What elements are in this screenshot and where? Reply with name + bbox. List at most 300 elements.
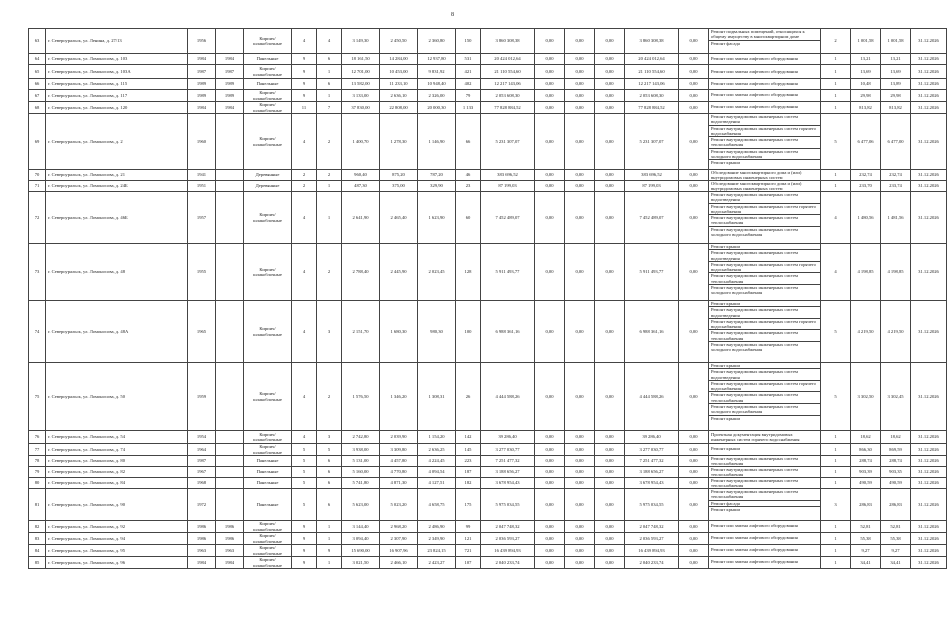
repair-works-list [709, 467, 821, 478]
commissioning-year [216, 181, 244, 192]
completion-date: 31.12.2026 [911, 533, 947, 545]
owner-funds: 12 217 143,06 [625, 79, 679, 90]
federal-funds: 0,00 [535, 54, 565, 65]
premises-area: 2 307,90 [380, 533, 418, 545]
owner-funds: 87 199,03 [625, 181, 679, 192]
unit-cost: 490,59 [851, 478, 881, 489]
repair-work-item: Проектная документация внутридомовых инженерных систем горячего водоснабжения [711, 431, 800, 442]
regional-funds: 0,00 [565, 521, 595, 533]
federal-funds: 0,00 [535, 79, 565, 90]
regional-funds: 0,00 [565, 54, 595, 65]
premises-area: 10 453,00 [380, 65, 418, 79]
premises-area: 2 039,90 [380, 431, 418, 444]
entrances: 2 [317, 114, 342, 170]
total-area: 2 788,40 [342, 244, 380, 301]
address: г. Североуральск, ул. Ломоносова, д. 120 [46, 102, 188, 114]
table-row [29, 29, 947, 54]
completion-date: 31.12.2026 [911, 489, 947, 521]
floors: 9 [292, 557, 317, 569]
municipal-funds: 0,00 [595, 444, 625, 456]
unit-cost: 6 477,06 [851, 114, 881, 170]
works-count: 1 [821, 181, 851, 192]
completion-date: 31.12.2026 [911, 467, 947, 478]
premises-area: 2 445,90 [380, 244, 418, 301]
premises-area: 1 680,30 [380, 301, 418, 363]
wall-material: Кирпич/ шлакоблочные [244, 444, 292, 456]
repair-works-list [709, 557, 821, 569]
total-cost: 3 277 030,77 [481, 444, 535, 456]
completion-date: 31.12.2026 [911, 431, 947, 444]
table-row [29, 79, 947, 90]
address: г. Североуральск, ул. Ломоносова, д. 90 [46, 489, 188, 521]
repair-work-item: Ремонт или замена лифтового оборудования [711, 547, 798, 553]
entrances: 6 [317, 54, 342, 65]
owner-funds: 4 444 588,26 [625, 363, 679, 431]
unit-cost: 13,69 [851, 65, 881, 79]
commissioning-year: 1987 [216, 65, 244, 79]
repair-work-item: Ремонт фасада [709, 501, 820, 507]
total-area: 960,40 [342, 170, 380, 181]
max-unit-cost: 903,35 [881, 467, 911, 478]
total-cost: 4 444 588,26 [481, 363, 535, 431]
unit-cost: 286,83 [851, 489, 881, 521]
repair-works-list [709, 444, 821, 456]
address: г. Североуральск, ул. Ломоносова, д. 50 [46, 363, 188, 431]
residents: 182 [456, 478, 481, 489]
residential-area: 2 326,00 [418, 90, 456, 102]
construction-year: 1984 [188, 54, 216, 65]
table-row [29, 170, 947, 181]
row-number: 64 [29, 54, 46, 65]
total-cost: 20 424 012,64 [481, 54, 535, 65]
other-funds: 0,00 [679, 467, 709, 478]
address: г. Североуральск, ул. Ломоносова, д. 2 [46, 114, 188, 170]
premises-area: 2 466,10 [380, 557, 418, 569]
repair-work-item: Ремонт или замена лифтового оборудования [711, 56, 798, 62]
total-area: 1 576,50 [342, 363, 380, 431]
unit-cost: 29,98 [851, 90, 881, 102]
repair-works-list [709, 521, 821, 533]
entrances: 3 [317, 301, 342, 363]
premises-area: 1 346,20 [380, 363, 418, 431]
construction-year: 1987 [188, 456, 216, 467]
premises-area: 22 808,00 [380, 102, 418, 114]
max-unit-cost: 813,82 [881, 102, 911, 114]
works-count: 1 [821, 521, 851, 533]
repair-work-item: Ремонт внутридомовых инженерных систем горячего водоснабжения [709, 319, 820, 331]
regional-funds: 0,00 [565, 444, 595, 456]
max-unit-cost: 18,62 [881, 431, 911, 444]
address: г. Североуральск, ул. Ломоносова, д. 48А [46, 301, 188, 363]
residential-area: 20 000,30 [418, 102, 456, 114]
residential-area: 2 423,27 [418, 557, 456, 569]
municipal-funds: 0,00 [595, 478, 625, 489]
completion-date: 31.12.2026 [911, 29, 947, 54]
premises-area: 4 457,80 [380, 456, 418, 467]
max-unit-cost: 288,74 [881, 456, 911, 467]
residential-area: 787,20 [418, 170, 456, 181]
owner-funds: 20 424 012,64 [625, 54, 679, 65]
municipal-funds: 0,00 [595, 90, 625, 102]
regional-funds: 0,00 [565, 467, 595, 478]
owner-funds: 3 188 656,27 [625, 467, 679, 478]
unit-cost: 903,39 [851, 467, 881, 478]
floors: 5 [292, 444, 317, 456]
unit-cost: 866,30 [851, 444, 881, 456]
construction-year: 1955 [188, 244, 216, 301]
total-cost: 16 439 894,93 [481, 545, 535, 557]
construction-year: 1954 [188, 431, 216, 444]
residential-area: 10 948,40 [418, 79, 456, 90]
residents: 223 [456, 456, 481, 467]
table-row [29, 456, 947, 467]
entrances: 6 [317, 489, 342, 521]
repair-work-item: Ремонт или замена лифтового оборудования [711, 559, 798, 565]
works-count: 1 [821, 54, 851, 65]
premises-area: 2 968,20 [380, 521, 418, 533]
repair-work-item: Ремонт крыши [711, 506, 740, 512]
max-unit-cost: 4 198,85 [881, 244, 911, 301]
entrances: 9 [317, 545, 342, 557]
repair-work-item: Ремонт внутридомовых инженерных систем водоотведения [709, 369, 820, 381]
unit-cost: 18,62 [851, 431, 881, 444]
premises-area: 11 233,10 [380, 79, 418, 90]
residents: 187 [456, 467, 481, 478]
entrances: 6 [317, 467, 342, 478]
table-row [29, 444, 947, 456]
wall-material: Кирпич/ шлакоблочные [244, 533, 292, 545]
row-number: 82 [29, 521, 46, 533]
residents: 66 [456, 114, 481, 170]
regional-funds: 0,00 [565, 431, 595, 444]
works-count: 5 [821, 363, 851, 431]
row-number: 74 [29, 301, 46, 363]
table-row [29, 557, 947, 569]
entrances: 1 [317, 521, 342, 533]
address: г. Североуральск, ул. Ломоносова, д. 82 [46, 467, 188, 478]
unit-cost: 288,74 [851, 456, 881, 467]
wall-material: Панельные [244, 79, 292, 90]
table-row [29, 545, 947, 557]
repair-works-list [709, 29, 821, 54]
repair-work-item: Ремонт внутридомовых инженерных систем горячего водоснабжения [709, 126, 820, 138]
row-number: 67 [29, 90, 46, 102]
total-area: 2 742,80 [342, 431, 380, 444]
federal-funds: 0,00 [535, 521, 565, 533]
owner-funds: 2 053 608,30 [625, 90, 679, 102]
wall-material: Кирпич/ шлакоблочные [244, 29, 292, 54]
max-unit-cost: 490,59 [881, 478, 911, 489]
other-funds: 0,00 [679, 533, 709, 545]
other-funds: 0,00 [679, 79, 709, 90]
residential-area: 1 154,20 [418, 431, 456, 444]
residential-area: 2 360,80 [418, 29, 456, 54]
regional-funds: 0,00 [565, 102, 595, 114]
federal-funds: 0,00 [535, 489, 565, 521]
repair-work-item: Ремонт внутридомовых инженерных систем теплоснабжения [711, 455, 798, 466]
floors: 2 [292, 181, 317, 192]
municipal-funds: 0,00 [595, 102, 625, 114]
owner-funds: 5 911 493,77 [625, 244, 679, 301]
residential-area: 4 127,51 [418, 478, 456, 489]
entrances: 1 [317, 181, 342, 192]
owner-funds: 77 828 884,52 [625, 102, 679, 114]
commissioning-year [216, 301, 244, 363]
works-count: 1 [821, 431, 851, 444]
federal-funds: 0,00 [535, 244, 565, 301]
residential-area: 2 349,90 [418, 533, 456, 545]
municipal-funds: 0,00 [595, 545, 625, 557]
residential-area: 4 658,75 [418, 489, 456, 521]
repair-works-list [709, 102, 821, 114]
other-funds: 0,00 [679, 557, 709, 569]
municipal-funds: 0,00 [595, 533, 625, 545]
total-cost: 77 828 884,52 [481, 102, 535, 114]
construction-year: 1964 [188, 444, 216, 456]
repair-works-list [709, 363, 821, 431]
address: г. Североуральск, ул. Ломоносова, д. 103 [46, 54, 188, 65]
address: г. Североуральск, ул. Ломоносова, д. 92 [46, 521, 188, 533]
total-cost: 6 988 361,16 [481, 301, 535, 363]
repair-works-list [709, 181, 821, 192]
residential-area: 2 486,90 [418, 521, 456, 533]
row-number: 80 [29, 478, 46, 489]
works-count: 1 [821, 444, 851, 456]
works-count: 1 [821, 102, 851, 114]
entrances: 2 [317, 244, 342, 301]
repair-works-list [709, 65, 821, 79]
municipal-funds: 0,00 [595, 114, 625, 170]
repair-work-item: Ремонт или замена лифтового оборудования [711, 68, 798, 74]
other-funds: 0,00 [679, 456, 709, 467]
commissioning-year: 1986 [216, 521, 244, 533]
floors: 4 [292, 301, 317, 363]
wall-material: Деревянные [244, 181, 292, 192]
owner-funds: 2 036 593,27 [625, 533, 679, 545]
repair-work-item: Ремонт внутридомовых инженерных систем холодного водоснабжения [711, 226, 798, 237]
premises-area: 16 907,96 [380, 545, 418, 557]
wall-material: Кирпич/ шлакоблочные [244, 545, 292, 557]
repair-works-list [709, 90, 821, 102]
owner-funds: 3 277 030,77 [625, 444, 679, 456]
federal-funds: 0,00 [535, 192, 565, 244]
other-funds: 0,00 [679, 545, 709, 557]
owner-funds: 21 110 554,60 [625, 65, 679, 79]
unit-cost: 1 480,56 [851, 192, 881, 244]
owner-funds: 2 040 233,74 [625, 557, 679, 569]
owner-funds: 7 452 489,07 [625, 192, 679, 244]
unit-cost: 13,21 [851, 54, 881, 65]
commissioning-year [216, 467, 244, 478]
repair-works-list [709, 301, 821, 363]
regional-funds: 0,00 [565, 181, 595, 192]
repair-work-item: Ремонт или замена лифтового оборудования [711, 104, 798, 110]
total-area: 15 690,00 [342, 545, 380, 557]
row-number: 63 [29, 29, 46, 54]
works-count: 1 [821, 557, 851, 569]
other-funds: 0,00 [679, 90, 709, 102]
row-number: 77 [29, 444, 46, 456]
wall-material: Кирпич/ шлакоблочные [244, 65, 292, 79]
construction-year: 1965 [188, 301, 216, 363]
municipal-funds: 0,00 [595, 489, 625, 521]
repair-work-item: Ремонт крыши [711, 415, 740, 421]
repair-work-item: Ремонт или замена лифтового оборудования [711, 81, 798, 87]
residential-area: 9 831,92 [418, 65, 456, 79]
max-unit-cost: 232,74 [881, 170, 911, 181]
owner-funds: 5 975 034,55 [625, 489, 679, 521]
total-area: 2 641,90 [342, 192, 380, 244]
federal-funds: 0,00 [535, 431, 565, 444]
table-row [29, 478, 947, 489]
commissioning-year: 1984 [216, 102, 244, 114]
residents: 421 [456, 65, 481, 79]
federal-funds: 0,00 [535, 170, 565, 181]
federal-funds: 0,00 [535, 533, 565, 545]
table-row [29, 244, 947, 301]
repair-work-item: Ремонт внутридомовых инженерных систем горячего водоснабжения [709, 262, 820, 274]
premises-area: 2 465,40 [380, 192, 418, 244]
total-area: 13 582,00 [342, 79, 380, 90]
total-area: 3 021,50 [342, 557, 380, 569]
total-cost: 383 696,52 [481, 170, 535, 181]
table-row [29, 181, 947, 192]
repair-work-item: Ремонт внутридомовых инженерных систем теплоснабжения [709, 137, 820, 149]
total-area: 1 400,70 [342, 114, 380, 170]
floors: 4 [292, 29, 317, 54]
repair-work-item: Ремонт внутридомовых инженерных систем теплоснабжения [709, 273, 820, 285]
total-cost: 21 110 554,60 [481, 65, 535, 79]
other-funds: 0,00 [679, 54, 709, 65]
owner-funds: 2 047 748,32 [625, 521, 679, 533]
floors: 4 [292, 192, 317, 244]
entrances: 3 [317, 431, 342, 444]
address: г. Североуральск, ул. Ломоносова, д. 80 [46, 456, 188, 467]
entrances: 7 [317, 102, 342, 114]
table-row [29, 431, 947, 444]
other-funds: 0,00 [679, 431, 709, 444]
unit-cost: 4 198,85 [851, 244, 881, 301]
residential-area: 1 623,90 [418, 192, 456, 244]
repair-work-item: Ремонт фасада [711, 40, 740, 46]
repair-work-item: Ремонт крыши [711, 446, 740, 452]
municipal-funds: 0,00 [595, 79, 625, 90]
total-area: 5 741,80 [342, 478, 380, 489]
federal-funds: 0,00 [535, 444, 565, 456]
total-area: 5 131,00 [342, 456, 380, 467]
repair-works-list [709, 54, 821, 65]
residents: 60 [456, 192, 481, 244]
completion-date: 31.12.2026 [911, 545, 947, 557]
municipal-funds: 0,00 [595, 456, 625, 467]
max-unit-cost: 13,89 [881, 79, 911, 90]
municipal-funds: 0,00 [595, 557, 625, 569]
max-unit-cost: 34,41 [881, 557, 911, 569]
total-area: 3 149,30 [342, 29, 380, 54]
unit-cost: 9,27 [851, 545, 881, 557]
federal-funds: 0,00 [535, 65, 565, 79]
entrances: 1 [317, 192, 342, 244]
completion-date: 31.12.2026 [911, 90, 947, 102]
total-area: 5 623,00 [342, 489, 380, 521]
table-row [29, 54, 947, 65]
residents: 142 [456, 431, 481, 444]
repair-works-list [709, 192, 821, 244]
address: г. Североуральск, ул. Ленина, д. 27/13 [46, 29, 188, 54]
municipal-funds: 0,00 [595, 521, 625, 533]
municipal-funds: 0,00 [595, 170, 625, 181]
max-unit-cost: 286,83 [881, 489, 911, 521]
construction-year: 1967 [188, 467, 216, 478]
other-funds: 0,00 [679, 489, 709, 521]
completion-date: 31.12.2026 [911, 244, 947, 301]
residential-area: 2 636,25 [418, 444, 456, 456]
residents: 1 133 [456, 102, 481, 114]
total-cost: 3 860 308,38 [481, 29, 535, 54]
repair-work-item: Ремонт внутридомовых инженерных систем теплоснабжения [709, 392, 820, 404]
municipal-funds: 0,00 [595, 431, 625, 444]
regional-funds: 0,00 [565, 29, 595, 54]
table-row [29, 489, 947, 521]
total-area: 18 161,50 [342, 54, 380, 65]
construction-year: 1972 [188, 489, 216, 521]
commissioning-year: 1984 [216, 557, 244, 569]
commissioning-year: 1984 [216, 54, 244, 65]
wall-material: Деревянные [244, 170, 292, 181]
municipal-funds: 0,00 [595, 192, 625, 244]
municipal-funds: 0,00 [595, 54, 625, 65]
repair-works-list [709, 114, 821, 170]
total-cost: 7 251 477,32 [481, 456, 535, 467]
floors: 9 [292, 545, 317, 557]
address: г. Североуральск, ул. Ломоносова, д. 74 [46, 444, 188, 456]
total-cost: 2 047 748,32 [481, 521, 535, 533]
max-unit-cost: 13,69 [881, 65, 911, 79]
row-number: 78 [29, 456, 46, 467]
table-row [29, 65, 947, 79]
commissioning-year: 1963 [216, 545, 244, 557]
floors: 9 [292, 533, 317, 545]
works-count: 5 [821, 114, 851, 170]
owner-funds: 7 251 477,32 [625, 456, 679, 467]
regional-funds: 0,00 [565, 170, 595, 181]
federal-funds: 0,00 [535, 102, 565, 114]
total-area: 12 701,00 [342, 65, 380, 79]
unit-cost: 4 219,50 [851, 301, 881, 363]
unit-cost: 813,82 [851, 102, 881, 114]
repair-works-list [709, 545, 821, 557]
premises-area: 14 284,00 [380, 54, 418, 65]
repair-work-item: Ремонт крыши [709, 244, 820, 250]
residents: 121 [456, 533, 481, 545]
wall-material: Кирпич/ шлакоблочные [244, 521, 292, 533]
total-area: 37 830,00 [342, 102, 380, 114]
row-number: 73 [29, 244, 46, 301]
total-cost: 3 188 656,27 [481, 467, 535, 478]
commissioning-year [216, 192, 244, 244]
row-number: 81 [29, 489, 46, 521]
entrances: 2 [317, 363, 342, 431]
floors: 5 [292, 489, 317, 521]
max-unit-cost: 13,21 [881, 54, 911, 65]
floors: 9 [292, 90, 317, 102]
repair-work-item: Ремонт крыши [709, 363, 820, 369]
completion-date: 31.12.2026 [911, 478, 947, 489]
premises-area: 1 278,30 [380, 114, 418, 170]
row-number: 68 [29, 102, 46, 114]
floors: 9 [292, 54, 317, 65]
entrances: 2 [317, 170, 342, 181]
